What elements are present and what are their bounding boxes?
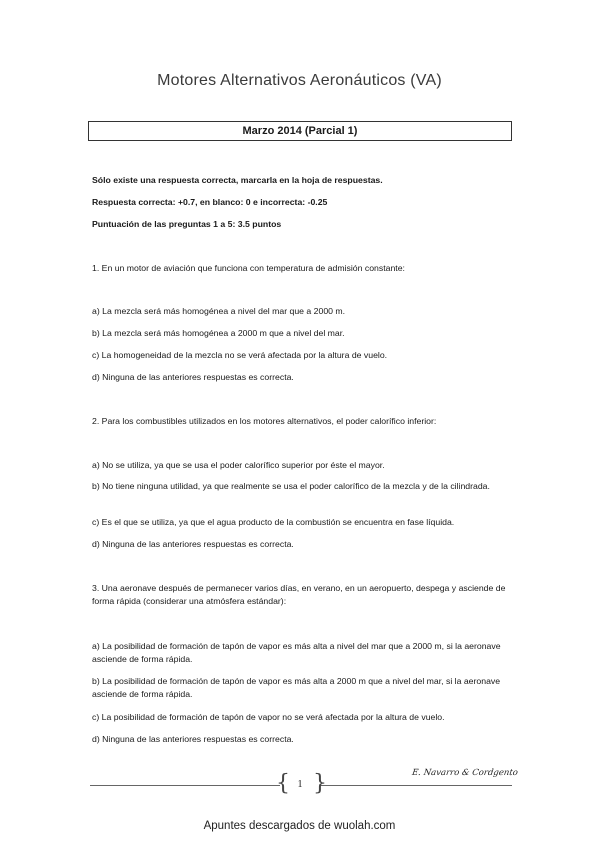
question-1-text: 1. En un motor de aviación que funciona con temperatura de admisión constante: bbox=[92, 263, 405, 273]
right-brace-icon: } bbox=[313, 771, 327, 796]
question-1-option-a: a) La mezcla será más homogénea a nivel del mar que a 2000 m. bbox=[92, 306, 346, 316]
question-3-option-a: a) La posibilidad de formación de tapón de vapor es más alta a nivel del mar que a 2000 m, si la aeronave asciende de forma rápida. bbox=[92, 641, 501, 664]
footer-rule-right bbox=[320, 785, 512, 786]
question-1-option-d: d) Ninguna de las anteriores respuestas es correcta. bbox=[92, 372, 294, 382]
author-signature: E. Navarro & Cordgento bbox=[411, 768, 519, 778]
question-3-option-b: b) La posibilidad de formación de tapón de vapor es más alta a 2000 m que a nivel del mar, si la aeronave asciende de forma rápida. bbox=[92, 676, 501, 699]
page-number: 1 bbox=[297, 779, 303, 790]
question-1-option-c: c) La homogeneidad de la mezcla no se verá afectada por la altura de vuelo. bbox=[92, 350, 388, 360]
question-3-option-d: d) Ninguna de las anteriores respuestas es correcta. bbox=[92, 734, 294, 744]
question-3-option-c: c) La posibilidad de formación de tapón de vapor no se verá afectada por la altura de vuelo. bbox=[92, 712, 445, 722]
instruction-line: Sólo existe una respuesta correcta, marcarla en la hoja de respuestas. bbox=[92, 175, 383, 185]
question-1-option-b: b) La mezcla será más homogénea a 2000 m que a nivel del mar. bbox=[92, 328, 345, 338]
question-2-option-a: a) No se utiliza, ya que se usa el poder calorífico superior por éste el mayor. bbox=[92, 460, 385, 470]
question-2-text: 2. Para los combustibles utilizados en los motores alternativos, el poder calorífico inferior: bbox=[92, 416, 437, 426]
document-title: Motores Alternativos Aeronáuticos (VA) bbox=[157, 72, 442, 89]
left-brace-icon: { bbox=[276, 771, 290, 796]
download-source-note: Apuntes descargados de wuolah.com bbox=[203, 820, 396, 832]
question-2-option-d: d) Ninguna de las anteriores respuestas es correcta. bbox=[92, 539, 294, 549]
footer-rule-left bbox=[90, 785, 280, 786]
exam-header: Marzo 2014 (Parcial 1) bbox=[88, 121, 512, 141]
question-2-option-b: b) No tiene ninguna utilidad, ya que realmente se usa el poder calorífico de la mezcla y de la cilindrada. bbox=[92, 481, 490, 491]
instruction-line: Respuesta correcta: +0.7, en blanco: 0 e incorrecta: -0.25 bbox=[92, 197, 328, 207]
instruction-line: Puntuación de las preguntas 1 a 5: 3.5 puntos bbox=[92, 219, 282, 229]
question-3-text: 3. Una aeronave después de permanecer varios días, en verano, en un aeropuerto, despega y asciende de forma rápida (considerar una atmósfera estándar): bbox=[92, 583, 506, 606]
question-2-option-c: c) Es el que se utiliza, ya que el agua producto de la combustión se encuentra en fase líquida. bbox=[92, 517, 455, 527]
